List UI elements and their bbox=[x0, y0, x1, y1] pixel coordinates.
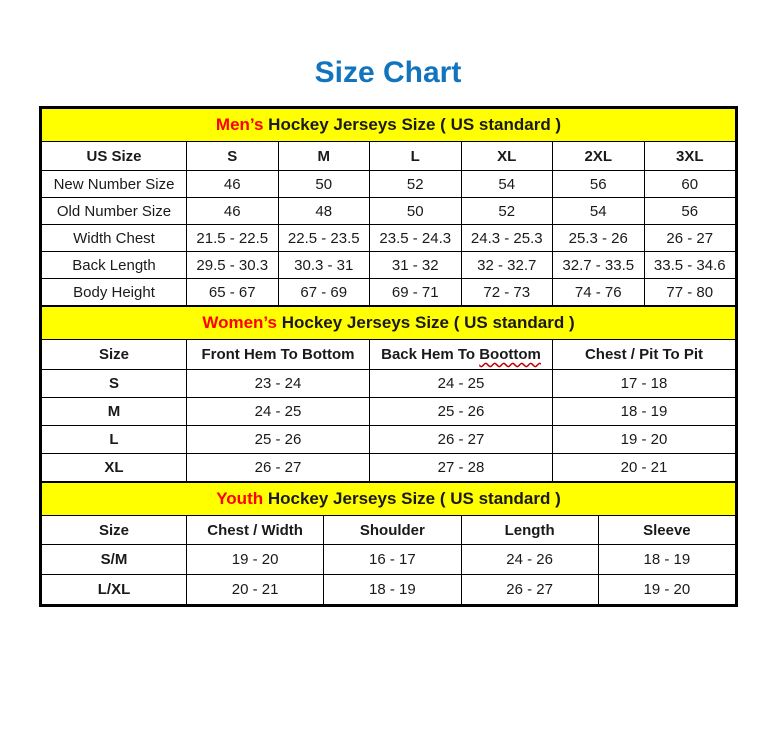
cell: 24 - 25 bbox=[370, 370, 553, 398]
cell: 48 bbox=[278, 198, 370, 225]
column-header: L bbox=[370, 142, 462, 171]
cell: 24 - 25 bbox=[187, 398, 370, 426]
cell: 19 - 20 bbox=[553, 426, 736, 454]
cell: 65 - 67 bbox=[187, 279, 279, 306]
cell: 56 bbox=[553, 171, 645, 198]
cell: 26 - 27 bbox=[370, 426, 553, 454]
cell: 52 bbox=[370, 171, 462, 198]
mens-table bbox=[41, 108, 736, 306]
womens-header-row bbox=[42, 340, 736, 370]
cell: 26 - 27 bbox=[644, 225, 736, 252]
cell: 31 - 32 bbox=[370, 252, 462, 279]
cell: 32.7 - 33.5 bbox=[553, 252, 645, 279]
cell: 18 - 19 bbox=[553, 398, 736, 426]
cell: 26 - 27 bbox=[461, 575, 598, 605]
column-header: Size bbox=[42, 516, 187, 545]
youth-table bbox=[41, 482, 736, 605]
cell: 19 - 20 bbox=[187, 545, 324, 575]
column-header: S bbox=[187, 142, 279, 171]
table-row bbox=[42, 370, 736, 398]
cell: 50 bbox=[278, 171, 370, 198]
table-row bbox=[42, 398, 736, 426]
cell: 26 - 27 bbox=[187, 454, 370, 482]
table-row bbox=[42, 279, 736, 306]
column-header: Sleeve bbox=[598, 516, 735, 545]
cell: 24 - 26 bbox=[461, 545, 598, 575]
row-label: S/M bbox=[42, 545, 187, 575]
cell: 20 - 21 bbox=[187, 575, 324, 605]
table-row bbox=[42, 575, 736, 605]
row-label: Back Length bbox=[42, 252, 187, 279]
womens-accent-text: Women’s bbox=[202, 313, 277, 332]
womens-table bbox=[41, 306, 736, 482]
cell: 23.5 - 24.3 bbox=[370, 225, 462, 252]
cell: 27 - 28 bbox=[370, 454, 553, 482]
mens-accent-text: Men’s bbox=[215, 115, 264, 134]
womens-title-rest: Hockey Jerseys Size ( US standard ) bbox=[276, 313, 575, 332]
column-header: Chest / Width bbox=[187, 516, 324, 545]
row-label: Body Height bbox=[42, 279, 187, 306]
column-header: 3XL bbox=[644, 142, 736, 171]
youth-section-title bbox=[42, 483, 736, 516]
youth-section-title-row bbox=[42, 483, 736, 516]
table-row bbox=[42, 225, 736, 252]
row-label: XL bbox=[42, 454, 187, 482]
column-header: Front Hem To Bottom bbox=[187, 340, 370, 370]
cell: 32 - 32.7 bbox=[461, 252, 553, 279]
cell: 54 bbox=[553, 198, 645, 225]
mens-header-row bbox=[42, 142, 736, 171]
cell: 23 - 24 bbox=[187, 370, 370, 398]
cell: 25 - 26 bbox=[370, 398, 553, 426]
cell: 18 - 19 bbox=[598, 545, 735, 575]
cell: 60 bbox=[644, 171, 736, 198]
cell: 77 - 80 bbox=[644, 279, 736, 306]
cell: 25.3 - 26 bbox=[553, 225, 645, 252]
row-label: Width Chest bbox=[42, 225, 187, 252]
column-header-text: Back Hem To bbox=[381, 346, 480, 363]
column-header bbox=[370, 340, 553, 370]
page-title: Size Chart bbox=[314, 56, 462, 89]
table-row bbox=[42, 454, 736, 482]
row-label: M bbox=[42, 398, 187, 426]
table-row bbox=[42, 198, 736, 225]
row-label: New Number Size bbox=[42, 171, 187, 198]
cell: 50 bbox=[370, 198, 462, 225]
row-label: Old Number Size bbox=[42, 198, 187, 225]
cell: 72 - 73 bbox=[461, 279, 553, 306]
column-header: Size bbox=[42, 340, 187, 370]
size-chart-container bbox=[39, 106, 738, 607]
cell: 21.5 - 22.5 bbox=[187, 225, 279, 252]
column-header: XL bbox=[461, 142, 553, 171]
cell: 52 bbox=[461, 198, 553, 225]
misspelled-word: Boottom bbox=[479, 346, 541, 363]
cell: 29.5 - 30.3 bbox=[187, 252, 279, 279]
row-label: L/XL bbox=[42, 575, 187, 605]
table-row bbox=[42, 171, 736, 198]
table-row bbox=[42, 426, 736, 454]
row-label: S bbox=[42, 370, 187, 398]
row-label: L bbox=[42, 426, 187, 454]
column-header: Chest / Pit To Pit bbox=[553, 340, 736, 370]
column-header: Shoulder bbox=[324, 516, 461, 545]
cell: 24.3 - 25.3 bbox=[461, 225, 553, 252]
cell: 19 - 20 bbox=[598, 575, 735, 605]
cell: 16 - 17 bbox=[324, 545, 461, 575]
cell: 33.5 - 34.6 bbox=[644, 252, 736, 279]
column-header: Length bbox=[461, 516, 598, 545]
cell: 20 - 21 bbox=[553, 454, 736, 482]
cell: 22.5 - 23.5 bbox=[278, 225, 370, 252]
cell: 67 - 69 bbox=[278, 279, 370, 306]
womens-section-title-row bbox=[42, 307, 736, 340]
table-row bbox=[42, 252, 736, 279]
womens-section-title bbox=[42, 307, 736, 340]
cell: 69 - 71 bbox=[370, 279, 462, 306]
cell: 25 - 26 bbox=[187, 426, 370, 454]
mens-title-rest: Hockey Jerseys Size ( US standard ) bbox=[263, 115, 562, 134]
cell: 74 - 76 bbox=[553, 279, 645, 306]
cell: 56 bbox=[644, 198, 736, 225]
cell: 30.3 - 31 bbox=[278, 252, 370, 279]
cell: 17 - 18 bbox=[553, 370, 736, 398]
youth-header-row bbox=[42, 516, 736, 545]
cell: 54 bbox=[461, 171, 553, 198]
cell: 46 bbox=[187, 198, 279, 225]
mens-section-title bbox=[42, 109, 736, 142]
table-row bbox=[42, 545, 736, 575]
cell: 46 bbox=[187, 171, 279, 198]
column-header: M bbox=[278, 142, 370, 171]
cell: 18 - 19 bbox=[324, 575, 461, 605]
column-header: 2XL bbox=[553, 142, 645, 171]
column-header: US Size bbox=[42, 142, 187, 171]
youth-accent-text: Youth bbox=[216, 489, 264, 508]
mens-section-title-row bbox=[42, 109, 736, 142]
youth-title-rest: Hockey Jerseys Size ( US standard ) bbox=[263, 489, 561, 508]
